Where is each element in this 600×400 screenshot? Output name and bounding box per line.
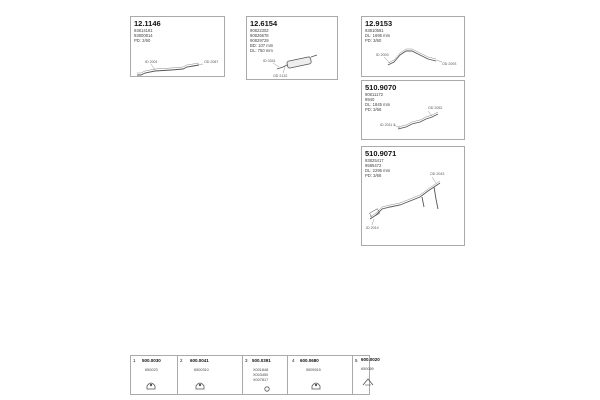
spec-line: PD: 2/60 — [134, 38, 151, 43]
part-number: 510.9070 — [365, 83, 397, 92]
accessory-code: 600.0680 — [300, 358, 319, 363]
diagram-label: ID 2001 — [145, 60, 158, 64]
diagram-label: OD 2132 — [273, 74, 288, 78]
oem-number: 650023 — [145, 368, 158, 372]
part-card-510-9071[interactable] — [361, 146, 465, 246]
accessory-cell-3[interactable] — [243, 356, 288, 394]
ring-icon — [243, 356, 288, 396]
accessories-table — [130, 355, 370, 395]
item-number: 3 — [245, 358, 248, 363]
oem-number: 93825417 — [365, 158, 384, 163]
spec-line: PD: 3/60 — [365, 38, 382, 43]
exhaust-pipe-drawing — [131, 17, 226, 78]
accessory-cell-2[interactable] — [178, 356, 243, 394]
oem-number: 93814181 — [134, 28, 153, 33]
oem-number: 5505915 — [306, 368, 321, 372]
accessory-cell-4[interactable] — [288, 356, 353, 394]
accessory-cell-1[interactable] — [131, 356, 178, 394]
oem-number: 90829729 — [250, 38, 269, 43]
exhaust-pipe-drawing — [362, 81, 466, 141]
clamp-icon — [178, 356, 243, 396]
accessory-code: 500.0391 — [252, 358, 271, 363]
exhaust-pipe-drawing — [362, 147, 466, 247]
diagram-label: OD 2093 — [442, 62, 457, 66]
spec-line: BD: 107 mm — [250, 43, 274, 48]
part-number: 12.6154 — [250, 19, 278, 28]
oem-number: 9585472 — [365, 163, 382, 168]
oem-number: 90811172 — [365, 92, 384, 97]
diagram-label: ID 0341 — [263, 59, 276, 63]
oem-number: 93800814 — [134, 33, 153, 38]
muffler-drawing — [247, 17, 339, 81]
accessory-code: 500.0030 — [142, 358, 161, 363]
spec-line: PD: 3/66 — [365, 173, 382, 178]
spec-line: DL: 1695 mm — [365, 33, 391, 38]
oem-number: 9940 — [365, 97, 375, 102]
item-number: 4 — [292, 358, 295, 363]
part-number: 12.1146 — [134, 19, 161, 28]
spec-line: DL: 1845 mm — [365, 102, 391, 107]
clamp-icon — [288, 356, 353, 396]
accessory-code: 600.0020 — [361, 357, 380, 362]
diagram-label: ID 2014 — [366, 226, 379, 230]
diagram-label: OD 2052 — [428, 106, 443, 110]
spec-line: DL: 2295 mm — [365, 168, 391, 173]
exhaust-pipe-drawing — [362, 17, 466, 78]
diagram-label: ID 2011 5 — [380, 123, 396, 127]
diagram-label: OD 2043 — [430, 172, 445, 176]
item-number: 2 — [180, 358, 183, 363]
oem-number: X001848 — [253, 368, 269, 372]
part-card-510-9070[interactable] — [361, 80, 465, 140]
oem-number: 93810581 — [365, 28, 384, 33]
oem-number: 650069 — [361, 367, 374, 371]
spec-line: PD: 3/66 — [365, 107, 382, 112]
item-number: 5 — [355, 358, 358, 363]
clamp-icon — [131, 356, 178, 396]
oem-number: 90822302 — [250, 28, 269, 33]
part-number: 12.9153 — [365, 19, 393, 28]
oem-number: X007817 — [253, 378, 269, 382]
part-card-12-1146[interactable] — [130, 16, 225, 77]
diagram-label: ID 2003 — [376, 53, 389, 57]
part-card-12-6154[interactable] — [246, 16, 338, 80]
item-number: 1 — [133, 358, 136, 363]
oem-number: 6500310 — [194, 368, 209, 372]
part-number: 510.9071 — [365, 149, 397, 158]
diagram-label: OD 2087 — [204, 60, 219, 64]
oem-number: 90826678 — [250, 33, 269, 38]
part-card-12-9153[interactable] — [361, 16, 465, 77]
spec-line: DL: 750 mm — [250, 48, 273, 53]
oem-number: X003450 — [253, 373, 269, 377]
bracket-icon — [360, 376, 380, 390]
accessory-code: 600.0041 — [190, 358, 209, 363]
